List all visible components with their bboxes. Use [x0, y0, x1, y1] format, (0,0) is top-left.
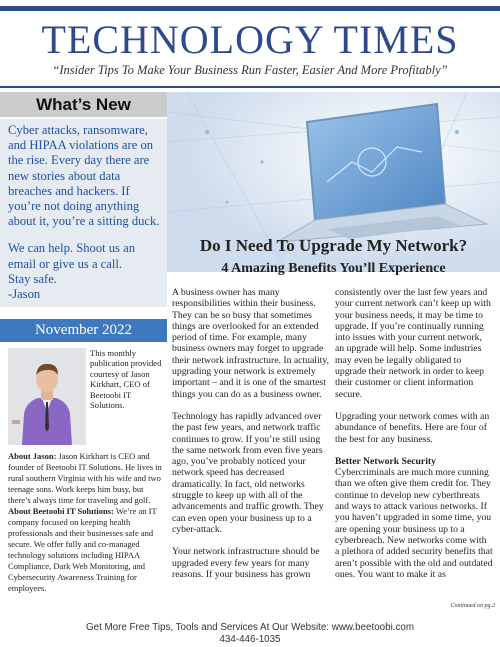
article-paragraph: consistently over the last few years and your current network can’t keep up with your business needs, it may be time to upgrade. If you’re continually running into issues with your current network, an upgrade will help. Some industries may even be legally obligated to upgrade their network in order to keep their customer or client information secure. — [335, 287, 491, 400]
issue-month-bar — [0, 319, 167, 342]
about-jason — [8, 451, 163, 506]
whats-new-signature: -Jason — [8, 287, 41, 302]
issue-month: November 2022 — [34, 322, 133, 338]
whats-new-paragraph — [8, 241, 163, 302]
whats-new-title: What’s New — [36, 95, 131, 114]
whats-new-body — [8, 123, 163, 302]
footer-phone: 434-446-1035 — [219, 634, 281, 645]
masthead — [0, 0, 500, 92]
article-paragraph: Technology has rapidly advanced over the past few years, and network traffic continues to grow. If you’re still using the same network from even five years ago, you’ve probably noticed your network speed has decreased dramatically. In fact, old networks struggle to keep up with all of the advancements and traffic growth. They can even open your business up to a cyber-attack. — [172, 410, 324, 535]
whats-new-closing: Stay safe. — [8, 271, 57, 286]
whats-new-paragraph: Cyber attacks, ransomware, and HIPAA violations are on the rise. Every day there are new stories about data breaches and hackers. If you’re not doing anything about it, you’re a sitting duck. — [8, 123, 160, 229]
about-beetoobi — [8, 506, 163, 594]
article-paragraph: A business owner has many responsibilities within their business. They can be so busy that sometimes things are overlooked for an extended period of time. For example, many business owners may forget to upgrade their network infrastructure. In actuality, upgrading your network is extremely important – and it is one of the smartest things you can do as a business owner. — [172, 287, 330, 400]
article-paragraph — [335, 456, 493, 580]
newsletter-tagline: “Insider Tips To Make Your Business Run Faster, Easier And More Profitably” — [52, 63, 448, 77]
about-beetoobi-text: We’re an IT company focused on keeping health professionals and their businesses safe and secure. We offer fully and co-managed technology solutions including HIPAA Compliance, Dark Web Monitoring, and Cybersecurity Awareness Training for employees. — [8, 506, 157, 593]
publication-note: This monthly publication provided courtesy of Jason Kirkhart, CEO of Beetoobi IT Solutions. — [90, 348, 162, 411]
newsletter-title: TECHNOLOGY TIMES — [41, 17, 459, 62]
article-headline: Do I Need To Upgrade My Network? — [199, 236, 468, 255]
article-paragraph-text: Cybercriminals are much more cunning than we often give them credit for. They continue to develop new cyberthreats and ways to attack various networks. If you haven’t upgraded in some time, you are opening your business up to a cyberbreach. New networks come with a plethora of added security benefits that aren’t possible with the old and outdated ones. You want to make it as — [335, 467, 493, 580]
about-jason-text: Jason Kirkhart is CEO and founder of Beetoobi IT Solutions. He lives in rural southern Virginia with his wife and two teenage sons. Work keeps him busy, but there’s always time for traveling and golf. — [8, 451, 162, 505]
article-paragraph: Your network infrastructure should be upgraded every few years for many reasons. If your business has grown — [172, 546, 320, 580]
article-paragraph: Upgrading your network comes with an abundance of benefits. Here are four of the best for any business. — [335, 410, 490, 445]
sidebar — [0, 92, 167, 622]
whats-new-box — [0, 119, 167, 307]
article-column-2 — [335, 287, 493, 580]
person-illustration — [8, 348, 86, 445]
article-column-1 — [172, 287, 330, 591]
about-jason-label: About Jason: — [8, 451, 57, 461]
footer — [0, 622, 500, 646]
footer-website-line: Get More Free Tips, Tools and Services At Our Website: www.beetoobi.com — [86, 622, 414, 633]
section-heading: Better Network Security — [335, 455, 436, 467]
continued-note: Continued on pg.2 — [450, 603, 495, 609]
whats-new-call-to-action: We can help. Shoot us an email or give us a call. — [8, 241, 135, 271]
about-beetoobi-label: About Beetoobi IT Solutions: — [8, 506, 114, 516]
masthead-top-rule — [0, 6, 500, 11]
whats-new-header — [0, 92, 167, 117]
author-photo — [8, 348, 86, 445]
masthead-bottom-rule — [0, 86, 500, 88]
article-subheadline: 4 Amazing Benefits You’ll Experience — [221, 261, 446, 276]
